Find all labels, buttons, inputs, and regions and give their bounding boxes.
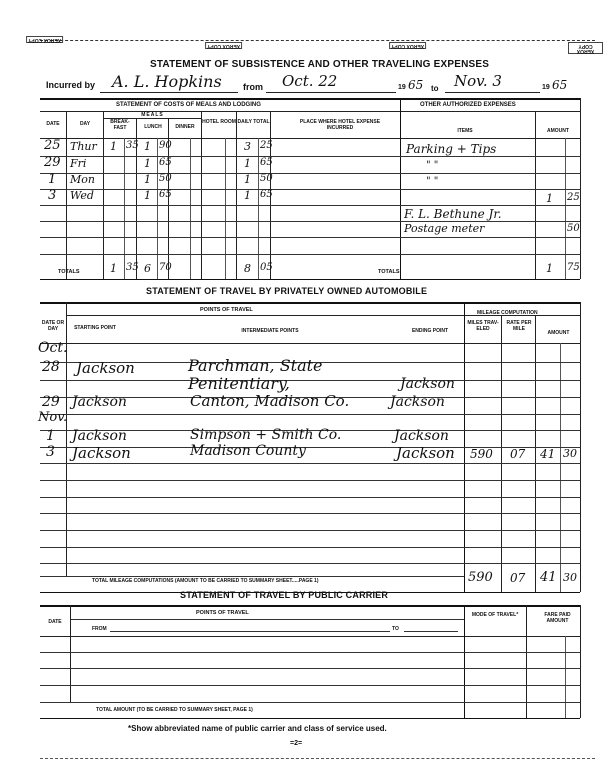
other-item: " " [426, 176, 439, 187]
meals-header-daily-total: DAILY TOTAL [237, 119, 270, 125]
meal-day: Mon [70, 173, 95, 186]
auto-start: Jackson [76, 359, 135, 377]
meal-total-cents: 50 [260, 173, 273, 184]
carrier-header-mode: MODE OF TRAVEL* [471, 612, 519, 618]
xerox-stamp: XEROX COPY [207, 43, 241, 49]
other-item: Parking + Tips [406, 142, 497, 156]
auto-header-ending: ENDING POINT [411, 328, 449, 334]
total-breakfast: 1 [110, 262, 117, 275]
meal-lunch: 1 [144, 173, 151, 186]
to-label: to [431, 84, 439, 93]
auto-date: 1 [46, 428, 55, 444]
auto-date: Oct. [38, 340, 68, 356]
auto-start: Jackson [72, 394, 127, 410]
other-section-title: OTHER AUTHORIZED EXPENSES [420, 102, 516, 108]
meal-day: Wed [70, 189, 94, 202]
carrier-points-label: POINTS OF TRAVEL [196, 610, 249, 616]
auto-start: Jackson [72, 428, 127, 444]
auto-total-amount-cents: 30 [563, 571, 577, 584]
auto-intermediate: Simpson + Smith Co. [190, 427, 342, 443]
carrier-header-date: DATE [48, 619, 62, 625]
from-label: from [243, 82, 263, 92]
meals-header-hotel: HOTEL ROOM [202, 119, 236, 125]
auto-header-date: DATE OR DAY [41, 320, 65, 332]
form-title: STATEMENT OF SUBSISTENCE AND OTHER TRAVELING EXPENSES [150, 59, 490, 70]
meal-total-cents: 65 [260, 189, 273, 200]
year-prefix-2: 19 [542, 84, 550, 91]
other-header-items: ITEMS [457, 128, 473, 134]
meal-lunch-cents: 50 [159, 173, 172, 184]
meal-date: 1 [48, 172, 57, 187]
auto-header-miles: MILES TRAV-ELED [467, 320, 499, 332]
other-amount-cents: 25 [567, 192, 580, 203]
xerox-stamp: XEROX COPY [568, 42, 603, 54]
meal-lunch: 1 [144, 140, 151, 153]
auto-intermediate: Canton, Madison Co. [190, 392, 350, 410]
meal-day: Fri [70, 157, 87, 170]
auto-end: Jackson [400, 376, 455, 392]
auto-date: Nov. [38, 410, 68, 425]
meal-lunch-cents: 65 [159, 157, 172, 168]
auto-header-amount: AMOUNT [547, 330, 570, 336]
meal-lunch-cents: 90 [159, 140, 172, 151]
meals-header-place: PLACE WHERE HOTEL EXPENSE INCURRED [299, 119, 381, 131]
other-item: F. L. Bethune Jr. [404, 207, 502, 221]
meal-date: 29 [44, 155, 61, 170]
auto-miles: 590 [470, 447, 493, 461]
auto-rate: 07 [510, 447, 526, 461]
total-breakfast-cents: 35 [126, 262, 139, 273]
grand-total: 8 [244, 262, 251, 275]
carrier-header-fare: FARE PAID AMOUNT [544, 612, 571, 624]
meals-top-rule [40, 98, 580, 100]
top-border [40, 40, 595, 41]
bottom-border [40, 758, 595, 759]
footnote: *Show abbreviated name of public carrier and class of service used. [128, 724, 387, 733]
other-total-cents: 75 [567, 262, 580, 273]
auto-amount: 41 [540, 447, 556, 461]
carrier-from-label: FROM [92, 626, 107, 632]
meal-total: 1 [244, 173, 251, 186]
auto-intermediate: Parchman, State [188, 356, 323, 375]
meal-breakfast-cents: 35 [126, 140, 139, 151]
auto-total-rate: 07 [510, 571, 526, 585]
to-year: 65 [552, 78, 568, 92]
xerox-stamp: XEROX COPY [391, 43, 425, 49]
auto-total-label: TOTAL MILEAGE COMPUTATIONS (AMOUNT TO BE CARRIED TO SUMMARY SHEET.....PAGE 1) [92, 578, 319, 584]
other-item: " " [426, 160, 439, 171]
auto-date: 3 [46, 444, 55, 460]
auto-intermediate: Madison County [190, 443, 306, 459]
carrier-to-label: TO [392, 626, 399, 632]
meals-header-lunch: LUNCH [144, 124, 162, 130]
from-date: Oct. 22 [282, 72, 338, 90]
to-date: Nov. 3 [454, 72, 502, 90]
meal-total-cents: 65 [260, 157, 273, 168]
meal-lunch: 1 [144, 189, 151, 202]
auto-amount-cents: 30 [563, 447, 577, 460]
meal-breakfast: 1 [110, 140, 117, 153]
meals-header-breakfast: BREAK-FAST [110, 119, 130, 131]
other-amount-cents: 50 [567, 223, 580, 234]
meal-date: 25 [44, 138, 61, 153]
page-mark: =2= [290, 740, 303, 747]
auto-total-miles: 590 [468, 570, 493, 585]
mileage-label: MILEAGE COMPUTATION [477, 310, 538, 316]
auto-date: 28 [42, 359, 60, 375]
auto-start: Jackson [72, 444, 131, 462]
meal-lunch: 1 [144, 157, 151, 170]
incurred-label: Incurred by [46, 80, 96, 90]
meal-total-cents: 25 [260, 140, 273, 151]
meals-header-dinner: DINNER [175, 124, 195, 130]
meal-lunch-cents: 65 [159, 189, 172, 200]
meal-total: 3 [244, 140, 251, 153]
auto-points-label: POINTS OF TRAVEL [200, 307, 253, 313]
auto-end: Jackson [394, 428, 449, 444]
meals-label: MEALS [141, 112, 164, 118]
auto-header-rate: RATE PER MILE [506, 320, 532, 332]
carrier-total-label: TOTAL AMOUNT (TO BE CARRIED TO SUMMARY SHEET, PAGE 1) [96, 707, 253, 713]
incurred-name: A. L. Hopkins [112, 72, 222, 91]
xerox-stamp: XEROX COPY [28, 37, 62, 43]
carrier-section-title: STATEMENT OF TRAVEL BY PUBLIC CARRIER [180, 590, 389, 600]
auto-end: Jackson [390, 394, 445, 410]
meals-header-day: DAY [79, 121, 91, 127]
grand-total-cents: 05 [260, 262, 273, 273]
meals-header-date: DATE [46, 121, 60, 127]
other-totals-label: TOTALS [378, 269, 400, 275]
other-item: Postage meter [404, 222, 485, 235]
auto-date: 29 [42, 394, 60, 410]
meal-date: 3 [48, 188, 57, 203]
meals-section-title: STATEMENT OF COSTS OF MEALS AND LODGING [116, 102, 261, 108]
auto-intermediate: Penitentiary, [188, 374, 290, 393]
from-year: 65 [408, 78, 424, 92]
meal-day: Thur [70, 140, 97, 153]
auto-end: Jackson [396, 444, 455, 462]
year-prefix-1: 19 [398, 84, 406, 91]
total-lunch: 6 [144, 262, 151, 275]
other-total: 1 [546, 262, 553, 275]
meal-total: 1 [244, 189, 251, 202]
auto-section-title: STATEMENT OF TRAVEL BY PRIVATELY OWNED AUTOMOBILE [146, 286, 428, 296]
meal-total: 1 [244, 157, 251, 170]
total-lunch-cents: 70 [159, 262, 172, 273]
other-amount: 1 [546, 192, 553, 205]
auto-header-intermediate: INTERMEDIATE POINTS [241, 328, 299, 334]
other-header-amount: AMOUNT [547, 128, 569, 134]
auto-total-amount: 41 [540, 570, 557, 585]
meals-totals-label: TOTALS [58, 269, 80, 275]
auto-header-starting: STARTING POINT [74, 325, 116, 331]
